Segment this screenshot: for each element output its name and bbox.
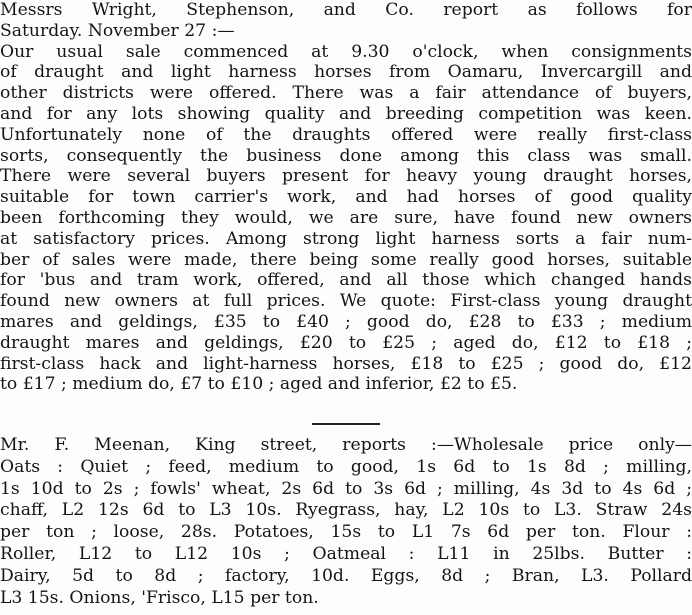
text-line: draught mares and geldings, £20 to £25 ; aged do, £12 to £18 ;	[0, 332, 692, 353]
text-line: 1s 10d to 2s ; fowls' wheat, 2s 6d to 3s 6d ; milling, 4s 3d to 4s 6d ;	[0, 478, 692, 499]
text-line: at satisfactory prices. Among strong light harness sorts a fair num-	[0, 228, 692, 249]
text-line: first-class hack and light-harness horses, £18 to £25 ; good do, £12	[0, 353, 692, 374]
text-line: mares and geldings, £35 to £40 ; good do, £28 to £33 ; medium	[0, 312, 692, 332]
text-line: Mr. F. Meenan, King street, reports :—Wholesale price only—	[0, 435, 692, 455]
text-line: ber of sales were made, there being some really good horses, suitable	[0, 249, 692, 270]
text-line: L3 15s. Onions, 'Frisco, L15 per ton.	[0, 587, 319, 608]
text-line: of draught and light harness horses from Oamaru, Invercargill and	[0, 62, 692, 83]
text-line: There were several buyers present for heavy young draught horses,	[0, 166, 692, 187]
text-line: suitable for town carrier's work, and had horses of good quality	[0, 187, 692, 208]
text-line: to £17 ; medium do, £7 to £10 ; aged and inferior, £2 to £5.	[0, 374, 518, 395]
text-line: Oats : Quiet ; feed, medium to good, 1s 6d to 1s 8d ; milling,	[0, 456, 692, 477]
text-line: per ton ; loose, 28s. Potatoes, 15s to L1 7s 6d per ton. Flour :	[0, 522, 692, 543]
text-line: Saturday. November 27 :—	[0, 20, 235, 41]
text-line: sorts, consequently the business done among this class was small.	[0, 145, 692, 166]
text-line: Our usual sale commenced at 9.30 o'clock, when consignments	[0, 41, 692, 62]
section-divider	[312, 423, 380, 425]
text-line: chaff, L2 12s 6d to L3 10s. Ryegrass, hay, L2 10s to L3. Straw 24s	[0, 500, 692, 521]
text-line: for 'bus and tram work, offered, and all those which changed hands	[0, 270, 692, 291]
text-line: Unfortunately none of the draughts offered were really first-class	[0, 124, 692, 145]
text-line: other districts were offered. There was a fair attendance of buyers,	[0, 83, 692, 104]
text-line: and for any lots showing quality and breeding competition was keen.	[0, 104, 692, 124]
text-line: Roller, L12 to L12 10s ; Oatmeal : L11 in 25lbs. Butter :	[0, 544, 692, 564]
text-line: Messrs Wright, Stephenson, and Co. report as follows for	[0, 0, 692, 20]
text-line: found new owners at full prices. We quote: First-class young draught	[0, 291, 692, 312]
text-line: Dairy, 5d to 8d ; factory, 10d. Eggs, 8d ; Bran, L3. Pollard	[0, 565, 692, 586]
text-line: been forthcoming they would, we are sure, have found new owners	[0, 208, 692, 228]
